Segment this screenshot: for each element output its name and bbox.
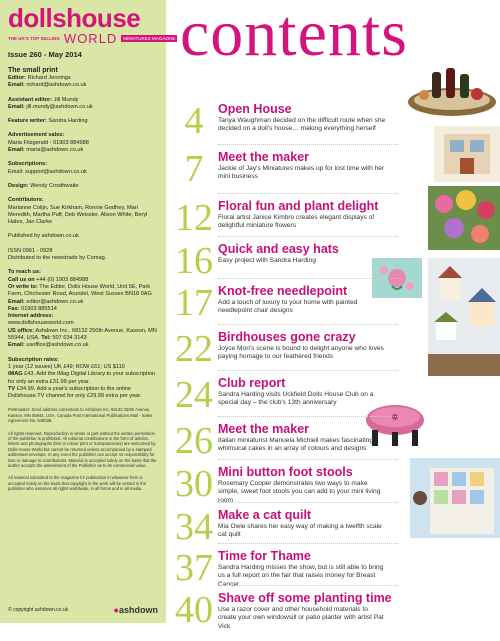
entry-page-number: 26 [175, 420, 213, 462]
internet-address: www.dollshouseworld.com [8, 320, 74, 327]
logo-world: WORLD [63, 31, 118, 46]
entry-divider [218, 416, 398, 417]
entry-title: Time for Thame [218, 549, 311, 563]
rates: 1 year (12 issues) UK £49; ROW £61; US $110 [8, 363, 125, 370]
entry-page-number: 7 [184, 148, 204, 190]
ad-email: Email: maria@ashdown.co.uk [8, 147, 84, 154]
tv-rate: TV £34.99. Add a year's subscription to the online Dollshouse.TV channel for only £29.99 extra per year. [8, 385, 142, 400]
masthead-sidebar [0, 0, 176, 623]
entry-title: Meet the maker [218, 150, 310, 164]
issn: ISSN 0961 - 0928 [8, 247, 53, 254]
contributors-label: Contributors: [8, 197, 44, 204]
entry-description: Mia Owie shares her easy way of making a twelfth scale cat quilt [218, 523, 382, 539]
reach-us-label: To reach us: [8, 269, 41, 276]
entry-description: Jackie of Jay's Miniatures makes up for lost time with her mini business [218, 165, 385, 181]
imag-rate: iMAG £43. Add the iMag Digital Library to your subscription for only an extra £31.99 per year. [8, 371, 156, 385]
entry-description: Sandra Harding visits Uckfield Dolls House Club on a special day – the club's 13th anniversary [218, 391, 374, 407]
rates-label: Subscription rates: [8, 356, 59, 363]
smallprint-heading: The small print [8, 67, 58, 74]
entry-page-number: 30 [175, 463, 213, 505]
logo-magazine: MINIATURES MAGAZINE [123, 36, 176, 41]
entry-description: Sandra Harding misses the show, but is still able to bring us a full report on the fair that raises money for Breast Cancer [218, 564, 384, 588]
entry-title: Make a cat quilt [218, 508, 312, 522]
entry-divider [218, 502, 398, 503]
entry-title: Mini button foot stools [218, 465, 353, 479]
entry-page-number: 24 [175, 374, 213, 416]
editor-email: Email: richard@ashdown.co.uk [8, 82, 87, 89]
entry-page-number: 4 [184, 100, 204, 142]
ad-sales-label: Advertisement sales: [8, 132, 65, 139]
entry-title: Quick and easy hats [218, 242, 339, 256]
copyright: © copyright ashdown.co.uk [8, 607, 69, 613]
internet-label: Internet address: [8, 313, 54, 320]
material-note: All material submitted to the magazine for publication in whatever form is accepted solely on the basis that copyright in the work will be vested in the publisher who assumes all rights worldwide, in all forms and in all media. [8, 475, 147, 492]
entry-description: Tanya Waughman decided on the difficult route when she decided on a doll's house… making everything herself [218, 117, 386, 133]
entry-title: Club report [218, 376, 286, 390]
entry-divider [218, 278, 398, 279]
call-line: Call us on +44 (0) 1903 884988 [8, 276, 89, 283]
entry-divider [218, 236, 398, 237]
entry-page-number: 12 [175, 197, 213, 239]
entry-description: Joyce Mori's scene is bound to delight anyone who loves paying homage to our feathered friends [218, 345, 384, 361]
entry-page-number: 37 [175, 547, 213, 589]
logo-tagline: THE UK'S TOP SELLING [8, 36, 60, 41]
feature-writer: Feature writer: Sandra Harding [8, 118, 88, 125]
entry-divider [218, 370, 398, 371]
contents-main [166, 0, 500, 631]
ad-sales: Maria Fitzgerald - 01903 884988 [8, 139, 89, 146]
rights-note: All rights reserved. Reproduction in whole or part without the written permission of the publisher is prohibited. All editorial contributions in the form of articles, letters and photographs (b/w or colour print or transparencies) are welcomed by Dolls House World but cannot be returned unless accompanied by a stamped addressed envelope. In any event the publisher can accept no responsibility for loss or damage to contributions. Material is accepted solely on the basis that the author accepts the assessment of the Publisher as to its commercial value. [8, 430, 157, 469]
entry-page-number: 22 [175, 328, 213, 370]
entry-description: Rosemary Cooper demonstrates two ways to make simple, sweet foot stools you can add to your mini living room [218, 480, 381, 504]
entry-page-number: 34 [175, 506, 213, 548]
issue-number: Issue 260 - May 2014 [8, 50, 82, 59]
entry-page-number: 17 [175, 282, 213, 324]
contents-entry[interactable] [166, 328, 500, 380]
assistant-email: Email: jill.mundy@ashdown.co.uk [8, 103, 93, 110]
entry-page-number: 40 [175, 589, 213, 631]
entry-title: Meet the maker [218, 422, 310, 436]
us-office: US office: Ashdown Inc., 68132 250th Avenue, Kasson, MN 55944, USA. Tel: 507 634 3143 [8, 327, 157, 342]
entry-description: Floral artist Janice Kimbro creates elegant displays of delightful miniature flowers [218, 214, 375, 230]
entry-description: Italian miniaturist Manuela Michieli makes fascinating, whimsical cakes in an array of colours and designs [218, 437, 375, 453]
subscriptions-label: Subscriptions: [8, 161, 48, 168]
subscriptions-email: Email: support@ashdown.co.uk [8, 168, 87, 175]
entry-title: Open House [218, 102, 292, 116]
contents-entry[interactable] [166, 374, 500, 426]
entry-divider [218, 193, 398, 194]
design-line: Design: Wendy Crosthwaite [8, 182, 79, 189]
sidebar-footer [8, 605, 158, 615]
distribution: Distributed to the newstrade by Comag. [8, 255, 107, 262]
entry-divider [218, 324, 398, 325]
editor-line: Editor: Richard Jennings [8, 75, 71, 81]
us-email: Email: usoffice@ashdown.co.uk [8, 342, 89, 349]
assistant-line: Assistant editor: Jill Mundy [8, 96, 79, 103]
contents-entry[interactable] [166, 589, 500, 641]
published-by: Published by ashdown.co.uk [8, 233, 79, 240]
entry-title: Birdhouses gone crazy [218, 330, 356, 344]
contents-entry[interactable] [166, 282, 500, 334]
entry-divider [218, 543, 398, 544]
entry-description: Use a razor cover and other household materials to create your own windowsill or patio planter with artist Pat Vick [218, 606, 384, 630]
email-line: Email: editor@ashdown.co.uk [8, 298, 84, 305]
entry-description: Add a touch of luxury to your home with painted needlepoint chair designs [218, 299, 358, 315]
entry-divider [218, 459, 398, 460]
postmaster-note: Postmaster: Send address corrections to Ashdown Inc, 68132 250th Avenue, Kasson, MN 55944, USA. Canada Post International Publications Mail - Sales Agreement No. 546038. [8, 407, 153, 424]
entry-title: Floral fun and plant delight [218, 199, 379, 213]
write-line: Or write to: The Editor, Dolls House World, Unit 5E, Park Farm, Chichester Road, Arundel, West Sussex BN18 0AG [8, 283, 152, 298]
fax-line: Fax: 01903 885514 [8, 305, 57, 312]
entry-page-number: 16 [175, 240, 213, 282]
logo-main: dollshouse [8, 3, 141, 33]
logo-subline [8, 31, 176, 46]
entry-title: Knot-free needlepoint [218, 284, 348, 298]
entry-title: Shave off some planting time [218, 591, 392, 605]
entry-description: Easy project with Sandra Harding [218, 257, 316, 264]
entry-divider [218, 144, 398, 145]
ashdown-logo: ●ashdown [113, 605, 158, 615]
page-title: contents [180, 0, 408, 70]
entry-divider [218, 585, 398, 586]
contributors: Marianne Colijn, Sue Kirkham, Ronnie Godfrey, Mari Meredith, Martha Puff, Deb Weissler, Alison White, Beryl Hales, Jan Clarke [8, 204, 148, 226]
